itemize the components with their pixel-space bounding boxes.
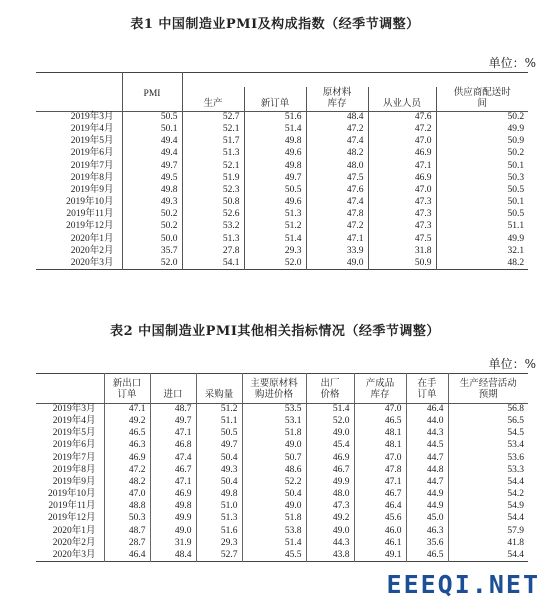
pmi-column-header: PMI xyxy=(122,73,182,112)
table-cell: 53.3 xyxy=(448,464,528,476)
table-cell: 44.3 xyxy=(306,538,354,550)
row-month-label: 2019年4月 xyxy=(52,415,96,426)
table-cell: 48.2 xyxy=(436,258,528,270)
table-cell: 45.4 xyxy=(306,440,354,452)
table-cell: 50.2 xyxy=(122,221,182,233)
table-cell: 54.5 xyxy=(448,428,528,440)
table-cell: 48.0 xyxy=(306,160,368,172)
table-cell: 49.9 xyxy=(436,124,528,136)
table-cell: 46.9 xyxy=(104,452,150,464)
row-month-label: 2019年5月 xyxy=(52,428,96,439)
table-row xyxy=(36,550,528,562)
table-cell: 54.1 xyxy=(182,258,244,270)
table-cell: 31.9 xyxy=(150,538,196,550)
row-month-label: 2020年1月 xyxy=(52,525,96,536)
table-cell: 47.2 xyxy=(368,124,436,136)
table-cell: 46.5 xyxy=(104,428,150,440)
table-cell: 54.2 xyxy=(448,489,528,501)
table-cell: 54.9 xyxy=(448,501,528,513)
row-month-label: 2020年2月 xyxy=(52,537,96,548)
row-month-label: 2020年3月 xyxy=(70,257,114,268)
table-cell: 51.2 xyxy=(244,221,306,233)
table-cell: 50.8 xyxy=(182,197,244,209)
table1-title: 表1 中国制造业PMI及构成指数（经季节调整） xyxy=(130,17,420,32)
table-cell: 49.0 xyxy=(150,525,196,537)
row-month-label: 2019年12月 xyxy=(65,221,114,232)
table-cell: 51.1 xyxy=(196,416,242,428)
table-cell: 46.9 xyxy=(368,172,436,184)
row-month-label: 2019年12月 xyxy=(47,513,96,524)
table-cell: 50.5 xyxy=(244,185,306,197)
table-cell: 49.7 xyxy=(244,172,306,184)
table-cell: 47.2 xyxy=(104,464,150,476)
table-cell: 50.1 xyxy=(436,160,528,172)
table-cell: 27.8 xyxy=(182,246,244,258)
table-cell: 44.3 xyxy=(406,428,448,440)
table-cell: 49.7 xyxy=(122,160,182,172)
table-cell: 50.1 xyxy=(122,124,182,136)
table-cell: 56.8 xyxy=(448,404,528,416)
table-cell: 46.7 xyxy=(354,489,406,501)
table-cell: 44.9 xyxy=(406,489,448,501)
table-cell: 52.6 xyxy=(182,209,244,221)
table-cell: 47.5 xyxy=(368,233,436,245)
table-cell: 44.5 xyxy=(406,440,448,452)
table-cell: 50.3 xyxy=(436,172,528,184)
table-cell: 50.5 xyxy=(436,209,528,221)
table-cell: 48.4 xyxy=(150,550,196,562)
table-cell: 54.4 xyxy=(448,513,528,525)
row-month-label: 2020年2月 xyxy=(70,245,114,256)
table-row xyxy=(36,246,528,258)
table-cell: 47.0 xyxy=(104,489,150,501)
table-cell: 51.9 xyxy=(182,172,244,184)
site-watermark-logo: EEEQI.NET xyxy=(386,570,540,599)
table-cell: 53.4 xyxy=(448,440,528,452)
table-cell: 47.0 xyxy=(368,185,436,197)
table-cell: 45.5 xyxy=(242,550,306,562)
table-cell: 52.0 xyxy=(306,416,354,428)
table-row xyxy=(36,172,528,184)
table-row xyxy=(36,233,528,245)
table-cell: 51.3 xyxy=(182,148,244,160)
row-month-label: 2019年6月 xyxy=(70,148,114,159)
table-cell: 47.0 xyxy=(354,404,406,416)
table-cell: 51.4 xyxy=(244,124,306,136)
column-header: 新出口 订单 xyxy=(104,374,150,404)
table2-title: 表2 中国制造业PMI其他相关指标情况（经季节调整） xyxy=(110,324,440,339)
row-month-label: 2019年5月 xyxy=(70,136,114,147)
table-cell: 52.7 xyxy=(196,550,242,562)
table-cell: 47.8 xyxy=(306,209,368,221)
table-cell: 46.7 xyxy=(150,464,196,476)
table-cell: 50.4 xyxy=(242,489,306,501)
table-cell: 46.0 xyxy=(354,525,406,537)
table-cell: 52.1 xyxy=(182,160,244,172)
table-cell: 46.4 xyxy=(406,404,448,416)
table-cell: 47.0 xyxy=(354,452,406,464)
table-cell: 50.5 xyxy=(196,428,242,440)
table-cell: 50.9 xyxy=(436,136,528,148)
row-header-blank xyxy=(36,73,122,112)
table-cell: 45.0 xyxy=(406,513,448,525)
table-cell: 48.7 xyxy=(150,404,196,416)
column-header: 原材料 库存 xyxy=(306,87,368,112)
table-cell: 49.7 xyxy=(196,440,242,452)
table-row xyxy=(36,452,528,464)
table-cell: 51.1 xyxy=(436,221,528,233)
row-month-label: 2019年11月 xyxy=(48,501,96,512)
table-cell: 47.4 xyxy=(306,136,368,148)
table-cell: 46.3 xyxy=(406,525,448,537)
row-month-label: 2019年4月 xyxy=(70,123,114,134)
row-month-label: 2019年7月 xyxy=(52,452,96,463)
table-cell: 46.4 xyxy=(104,550,150,562)
column-header: 生产经营活动 预期 xyxy=(448,374,528,404)
table-cell: 47.1 xyxy=(150,477,196,489)
table-cell: 52.3 xyxy=(182,185,244,197)
table2-unit: 单位：% xyxy=(488,357,536,371)
table-cell: 48.6 xyxy=(242,464,306,476)
table-row xyxy=(36,221,528,233)
column-header: 新订单 xyxy=(244,87,306,112)
table-cell: 49.9 xyxy=(306,477,354,489)
table-cell: 52.7 xyxy=(182,112,244,124)
table-cell: 44.8 xyxy=(406,464,448,476)
table-cell: 49.0 xyxy=(242,501,306,513)
table-cell: 53.8 xyxy=(242,525,306,537)
table-cell: 32.1 xyxy=(436,246,528,258)
table-cell: 49.0 xyxy=(306,525,354,537)
table-cell: 50.0 xyxy=(122,233,182,245)
row-month-label: 2019年10月 xyxy=(65,197,114,208)
component-group-header xyxy=(182,73,528,87)
table-cell: 47.3 xyxy=(368,221,436,233)
table-cell: 47.2 xyxy=(306,124,368,136)
table-cell: 49.5 xyxy=(122,172,182,184)
table-cell: 47.1 xyxy=(306,233,368,245)
table-row xyxy=(36,416,528,428)
table-cell: 51.8 xyxy=(242,513,306,525)
table-row xyxy=(36,160,528,172)
table-cell: 47.8 xyxy=(354,464,406,476)
row-month-label: 2019年9月 xyxy=(70,184,114,195)
table-cell: 49.2 xyxy=(306,513,354,525)
table-cell: 50.7 xyxy=(242,452,306,464)
table-row xyxy=(36,477,528,489)
table-row xyxy=(36,197,528,209)
table-row xyxy=(36,525,528,537)
table-cell: 48.1 xyxy=(354,440,406,452)
table-cell: 51.3 xyxy=(182,233,244,245)
table-cell: 47.2 xyxy=(306,221,368,233)
table-cell: 51.6 xyxy=(244,112,306,124)
table-cell: 49.2 xyxy=(104,416,150,428)
column-header: 生产 xyxy=(182,87,244,112)
table-cell: 46.9 xyxy=(150,489,196,501)
table-row xyxy=(36,489,528,501)
table-cell: 45.6 xyxy=(354,513,406,525)
row-month-label: 2019年9月 xyxy=(52,476,96,487)
table1-unit: 单位：% xyxy=(488,56,536,70)
table-cell: 49.4 xyxy=(122,148,182,160)
table-cell: 47.4 xyxy=(150,452,196,464)
table-cell: 51.7 xyxy=(182,136,244,148)
table-cell: 47.3 xyxy=(368,209,436,221)
row-month-label: 2019年11月 xyxy=(66,209,114,220)
table-cell: 53.2 xyxy=(182,221,244,233)
table-cell: 49.0 xyxy=(306,428,354,440)
table-cell: 47.1 xyxy=(354,477,406,489)
table-cell: 46.5 xyxy=(354,416,406,428)
table-cell: 48.7 xyxy=(104,525,150,537)
table-cell: 49.1 xyxy=(354,550,406,562)
table-cell: 41.8 xyxy=(448,538,528,550)
table-cell: 44.9 xyxy=(406,501,448,513)
table-cell: 46.7 xyxy=(306,464,354,476)
table-cell: 49.0 xyxy=(306,258,368,270)
table-cell: 35.7 xyxy=(122,246,182,258)
table-cell: 31.8 xyxy=(368,246,436,258)
table-cell: 56.5 xyxy=(448,416,528,428)
row-month-label: 2019年3月 xyxy=(70,112,114,123)
table-row xyxy=(36,185,528,197)
table-cell: 50.4 xyxy=(196,452,242,464)
table-row xyxy=(36,209,528,221)
column-header: 从业人员 xyxy=(368,87,436,112)
table-cell: 48.2 xyxy=(104,477,150,489)
column-header: 产成品 库存 xyxy=(354,374,406,404)
table-cell: 48.4 xyxy=(306,112,368,124)
table-cell: 54.4 xyxy=(448,550,528,562)
table-cell: 49.3 xyxy=(196,464,242,476)
table-cell: 33.9 xyxy=(306,246,368,258)
row-month-label: 2019年8月 xyxy=(70,172,114,183)
table-cell: 53.5 xyxy=(242,404,306,416)
table-cell: 35.6 xyxy=(406,538,448,550)
table-cell: 50.3 xyxy=(104,513,150,525)
table-cell: 49.3 xyxy=(122,197,182,209)
table-cell: 47.1 xyxy=(104,404,150,416)
table-cell: 49.9 xyxy=(436,233,528,245)
table-cell: 51.2 xyxy=(196,404,242,416)
table-cell: 49.8 xyxy=(196,489,242,501)
table-cell: 50.2 xyxy=(122,209,182,221)
pmi-related-indicators-table xyxy=(36,373,528,562)
table-cell: 51.4 xyxy=(242,538,306,550)
table-row xyxy=(36,513,528,525)
table-cell: 47.3 xyxy=(368,197,436,209)
table-cell: 46.8 xyxy=(150,440,196,452)
table-cell: 47.0 xyxy=(368,136,436,148)
table-cell: 52.1 xyxy=(182,124,244,136)
table-cell: 51.3 xyxy=(196,513,242,525)
table-cell: 44.7 xyxy=(406,477,448,489)
table-cell: 51.4 xyxy=(244,233,306,245)
row-header-blank xyxy=(36,374,104,404)
table-cell: 50.9 xyxy=(368,258,436,270)
table-cell: 47.1 xyxy=(150,428,196,440)
row-month-label: 2019年7月 xyxy=(70,160,114,171)
column-header: 采购量 xyxy=(196,374,242,404)
table-cell: 50.2 xyxy=(436,148,528,160)
table-cell: 49.8 xyxy=(150,501,196,513)
column-header: 供应商配送时 间 xyxy=(436,87,528,112)
table-cell: 46.9 xyxy=(368,148,436,160)
table-cell: 49.4 xyxy=(122,136,182,148)
table-row xyxy=(36,428,528,440)
table-cell: 47.5 xyxy=(306,172,368,184)
row-month-label: 2019年10月 xyxy=(47,489,96,500)
table-cell: 48.2 xyxy=(306,148,368,160)
table-cell: 53.1 xyxy=(242,416,306,428)
table-cell: 29.3 xyxy=(196,538,242,550)
column-header: 出厂 价格 xyxy=(306,374,354,404)
table-cell: 46.1 xyxy=(354,538,406,550)
row-month-label: 2020年3月 xyxy=(52,549,96,560)
table-cell: 48.8 xyxy=(104,501,150,513)
table-cell: 44.0 xyxy=(406,416,448,428)
table-cell: 46.3 xyxy=(104,440,150,452)
table-cell: 51.6 xyxy=(196,525,242,537)
table-row xyxy=(36,501,528,513)
table-cell: 51.8 xyxy=(242,428,306,440)
table-cell: 51.3 xyxy=(244,209,306,221)
table-cell: 43.8 xyxy=(306,550,354,562)
table-row xyxy=(36,404,528,416)
column-header: 主要原材料 购进价格 xyxy=(242,374,306,404)
table-cell: 49.7 xyxy=(150,416,196,428)
row-month-label: 2019年3月 xyxy=(52,404,96,415)
table-cell: 49.9 xyxy=(150,513,196,525)
table-cell: 29.3 xyxy=(244,246,306,258)
table-cell: 50.5 xyxy=(436,185,528,197)
table-cell: 47.6 xyxy=(368,112,436,124)
table-cell: 54.4 xyxy=(448,477,528,489)
table-row xyxy=(36,136,528,148)
column-header: 进口 xyxy=(150,374,196,404)
table-cell: 49.8 xyxy=(244,136,306,148)
table-row xyxy=(36,148,528,160)
table-cell: 57.9 xyxy=(448,525,528,537)
table-cell: 47.4 xyxy=(306,197,368,209)
table-cell: 48.0 xyxy=(306,489,354,501)
table-row xyxy=(36,124,528,136)
row-month-label: 2020年1月 xyxy=(70,233,114,244)
table-cell: 49.6 xyxy=(244,197,306,209)
table-cell: 46.5 xyxy=(406,550,448,562)
table-row xyxy=(36,112,528,124)
row-month-label: 2019年6月 xyxy=(52,440,96,451)
row-month-label: 2019年8月 xyxy=(52,464,96,475)
table-cell: 48.1 xyxy=(354,428,406,440)
table-cell: 44.7 xyxy=(406,452,448,464)
table-cell: 47.3 xyxy=(306,501,354,513)
table-cell: 49.8 xyxy=(244,160,306,172)
table-cell: 52.0 xyxy=(122,258,182,270)
table-cell: 50.5 xyxy=(122,112,182,124)
table-cell: 51.4 xyxy=(306,404,354,416)
table-cell: 52.2 xyxy=(242,477,306,489)
table-cell: 49.8 xyxy=(122,185,182,197)
table-cell: 47.1 xyxy=(368,160,436,172)
table-cell: 47.6 xyxy=(306,185,368,197)
table-cell: 28.7 xyxy=(104,538,150,550)
column-header: 在手 订单 xyxy=(406,374,448,404)
table-cell: 50.2 xyxy=(436,112,528,124)
table-cell: 46.4 xyxy=(354,501,406,513)
table-cell: 49.0 xyxy=(242,440,306,452)
table-cell: 50.1 xyxy=(436,197,528,209)
table-cell: 46.9 xyxy=(306,452,354,464)
table-cell: 49.6 xyxy=(244,148,306,160)
table-cell: 51.0 xyxy=(196,501,242,513)
table-cell: 53.6 xyxy=(448,452,528,464)
table-row xyxy=(36,258,528,270)
table-row xyxy=(36,440,528,452)
table-row xyxy=(36,464,528,476)
pmi-composition-table xyxy=(36,72,528,270)
table-row xyxy=(36,538,528,550)
table-cell: 52.0 xyxy=(244,258,306,270)
table-cell: 50.4 xyxy=(196,477,242,489)
